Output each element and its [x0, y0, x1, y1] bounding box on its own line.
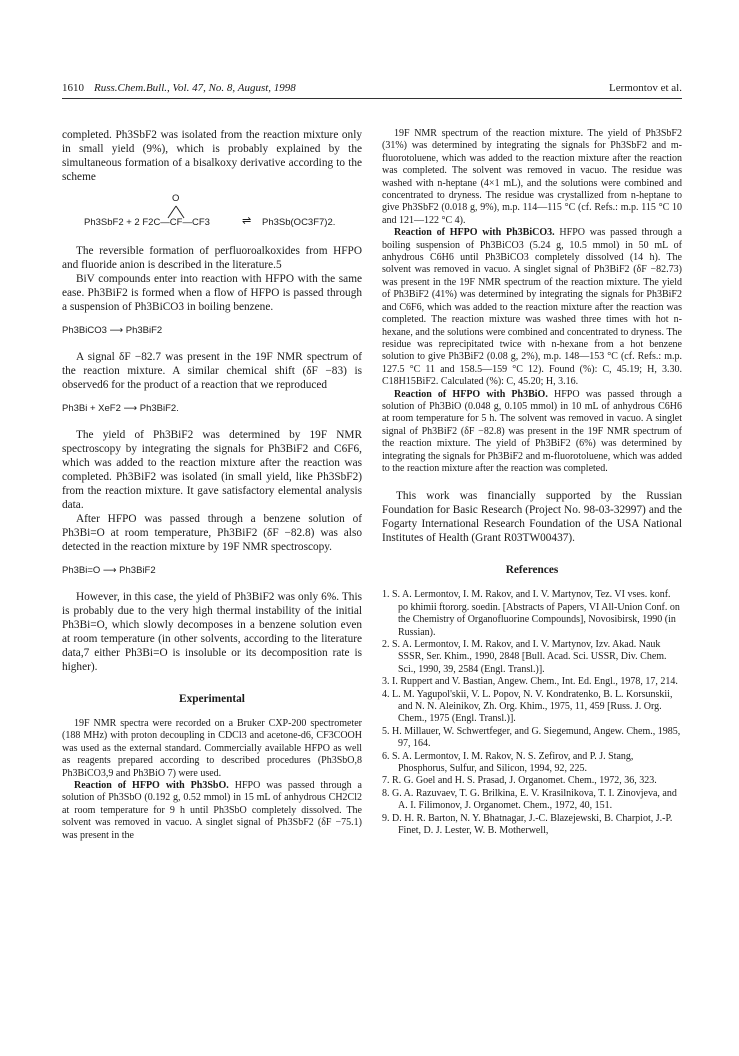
scheme-products: Ph3Sb(OC3F7)2. [262, 217, 336, 228]
scheme-reactants: Ph3SbF2 + 2 F2C—CF—CF3 [84, 217, 210, 228]
reference-item: 8. G. A. Razuvaev, T. G. Brilkina, E. V. Krasilnikova, T. I. Zinovjeva, and A. I. Filimonov, J. Organomet. Chem., 1972, 40, 151. [382, 787, 677, 812]
reference-item: 6. S. A. Lermontov, I. M. Rakov, N. S. Zefirov, and P. J. Stang, Phosphorus, Sulfur, and Silicon, 1994, 92, 225. [382, 750, 634, 775]
experimental-text-continued [382, 128, 682, 475]
paragraph: A signal δF −82.7 was present in the 19F NMR spectrum of the reaction mixture. A similar chemical shift (δF −83) is observed6 for the product of a reaction that we reproduced [62, 351, 362, 391]
equilibrium-arrow-icon: ⇌ [242, 215, 252, 227]
scheme-epoxide-equilibrium [62, 192, 362, 234]
reference-item: 9. D. H. R. Barton, N. Y. Bhatnagar, J.-C. Blazejewski, B. Charpiot, J.-P. Finet, D. J. Lester, W. B. Motherwell, [382, 812, 673, 837]
scheme-xef2: Ph3Bi + XeF2 ⟶ Ph3BiF2. [62, 403, 179, 414]
reference-item: 4. L. M. Yagupol'skii, V. L. Popov, N. V. Kondratenko, B. L. Korsunskii, and N. N. Aleinikov, Zh. Org. Khim., 1975, 11, 459 [Russ. J. Org. Chem., 1975 (Engl. Transl.)]. [382, 688, 673, 725]
paragraph: However, in this case, the yield of Ph3BiF2 was only 6%. This is probably due to the very high thermal instability of the initial Ph3Bi=O, which slowly decomposes in a benzene solution even at room temperature (in other solvents, according to the literature data,7 either Ph3Bi=O is insoluble or its decomposition rate is higher). [62, 591, 362, 673]
paragraph: The yield of Ph3BiF2 was determined by 19F NMR spectroscopy by integrating the signals for Ph3BiF2 and C6F6, which was added to the reaction mixture after the reaction was completed. Ph3BiF2 was isolated (in small yield, like Ph3SbF2) from the reaction mixture. It gave satisfactory elemental analysis data. [62, 429, 362, 511]
epoxide-oxygen-label: O [172, 193, 180, 204]
experimental-text [62, 718, 362, 842]
subsection-title: Reaction of HFPO with Ph3BiO. [394, 388, 548, 400]
paragraph: 19F NMR spectrum of the reaction mixture. The yield of Ph3SbF2 (31%) was determined by integrating the signals for Ph3SbF2 and m-fluorotoluene, which was added to the reaction mixture after the reaction was completed. The solvent was removed in vacuo. The residue was washed with n-heptane (4×1 mL), and the solutions were combined and concentrated to dryness. The residue was crystallized from n-heptane to give Ph3SbF2 (0.018 g, 9%), m.p. 114—115 °C (cf. Refs.: m.p. 115 °C 10 and 121—122 °C 4). [382, 128, 682, 226]
subsection-title: Reaction of HFPO with Ph3SbO. [74, 780, 229, 792]
scheme-bicarbonate: Ph3BiCO3 ⟶ Ph3BiF2 [62, 325, 163, 336]
paragraph: Reaction of HFPO with Ph3SbO. HFPO was passed through a solution of Ph3SbO (0.192 g, 0.52 mmol) in 15 mL of anhydrous CH2Cl2 at room temperature for 9 h until Ph3SbO completely dissolved. The solvent was removed in vacuo. A singlet signal of Ph3SbF2 (δF −75.1) was present in the [62, 780, 362, 841]
subsection-title: Reaction of HFPO with Ph3BiCO3. [394, 227, 555, 239]
page-number: 1610 [62, 82, 84, 94]
reference-item: 1. S. A. Lermontov, I. M. Rakov, and I. V. Martynov, Tez. VI vses. konf. po khimii ftororg. soedin. [Abstracts of Papers, VI All-Union Conf. on the Chemistry of Organofluorine Compounds], Novosibirsk, 1990 (in Russian). [382, 589, 680, 638]
right-column [382, 128, 682, 838]
reference-item: 7. R. G. Goel and H. S. Prasad, J. Organomet. Chem., 1972, 36, 323. [382, 775, 657, 787]
left-column [62, 128, 362, 842]
running-author: Lermontov et al. [608, 82, 682, 94]
paragraph: After HFPO was passed through a benzene solution of Ph3Bi=O at room temperature, Ph3BiF2 (δF −82.8) was also detected in the reaction mixture by 19F NMR spectroscopy. [62, 513, 362, 553]
section-title-references: References [505, 564, 559, 577]
paragraph: BiV compounds enter into reaction with HFPO with the same ease. Ph3BiF2 is formed when a flow of HFPO is passed through a suspension of Ph3BiCO3 in boiling benzene. [62, 273, 362, 313]
reference-item: 5. H. Millauer, W. Schwertfeger, and G. Siegemund, Angew. Chem., 1985, 97, 164. [382, 725, 681, 750]
paragraph: 19F NMR spectra were recorded on a Bruker CXP-200 spectrometer (188 MHz) with proton decoupling in CDCl3 and acetone-d6, CF3COOH was used as the external standard. Commercially available HFPO as well as reagents prepared according to described procedures (Ph3SbO,8 Ph3BiCO3,9 and Ph3BiO 7) were used. [62, 718, 362, 779]
reference-list [382, 589, 682, 837]
paragraph: Reaction of HFPO with Ph3BiO. HFPO was passed through a solution of Ph3BiO (0.048 g, 0.105 mmol) in 10 mL of anhydrous C6H6 at room temperature for 5 h. The solvent was removed in vacuo. A singlet signal of Ph3BiF2 (δF −82.8) was present in the 19F NMR spectrum of the reaction mixture. The yield of Ph3BiF2 (6%) was determined by integrating the signals for Ph3BiF2 and m-fluorotoluene, which was added to the reaction mixture after the reaction was completed. [382, 388, 682, 474]
journal-citation: Russ.Chem.Bull., Vol. 47, No. 8, August, 1998 [94, 82, 296, 94]
running-header [62, 80, 682, 99]
paragraph: completed. Ph3SbF2 was isolated from the reaction mixture only in small yield (9%), which is probably explained by the simultaneous formation of a bisalkoxy derivative according to the scheme [62, 129, 362, 183]
scheme-bismuth-oxide: Ph3Bi=O ⟶ Ph3BiF2 [62, 565, 156, 576]
paragraph: Reaction of HFPO with Ph3BiCO3. HFPO was passed through a boiling suspension of Ph3BiCO3 (5.24 g, 10.5 mmol) in 50 mL of anhydrous C6H6 until Ph3BiCO3 completely dissolved (14 h). The solvent was removed in vacuo. A singlet signal of Ph3BiF2 (δF −82.73) was present in the 19F NMR spectrum of the reaction mixture. The yield of Ph3BiF2 (41%) was determined by integrating the signals for Ph3BiF2 and C6F6, which was added to the reaction mixture after the reaction was completed. The reaction mixture was washed three times with hot n-hexane, and the solutions were combined and concentrated to dryness. The residue was reprecipitated twice with n-hexane from a hot benzene solution to give Ph3BiF2 (0.08 g, 2%), m.p. 148—153 °C (cf. Refs.: m.p. 127.5 °C 11 and 158.5—159 °C 12). Found (%): C, 45.19; H, 3.30. C18H15BiF2. Calculated (%): C, 45.20; H, 3.16. [382, 227, 682, 388]
reference-item: 2. S. A. Lermontov, I. M. Rakov, and I. V. Martynov, Izv. Akad. Nauk SSSR, Ser. Khim., 1990, 2848 [Bull. Acad. Sci. USSR, Div. Chem. Sci., 1990, 39, 2584 (Engl. Transl.)]. [382, 639, 667, 675]
paragraph: The reversible formation of perfluoroalkoxides from HFPO and fluoride anion is described in the literature.5 [62, 245, 362, 271]
section-title-experimental: Experimental [179, 693, 245, 705]
reference-item: 3. I. Ruppert and V. Bastian, Angew. Chem., Int. Ed. Engl., 1978, 17, 214. [382, 676, 678, 688]
acknowledgement: This work was financially supported by the Russian Foundation for Basic Research (Project No. 98-03-32997) and the Fogarty International Research Foundation of the USA National Institutes of Health (Grant R03TW00437). [382, 490, 682, 545]
